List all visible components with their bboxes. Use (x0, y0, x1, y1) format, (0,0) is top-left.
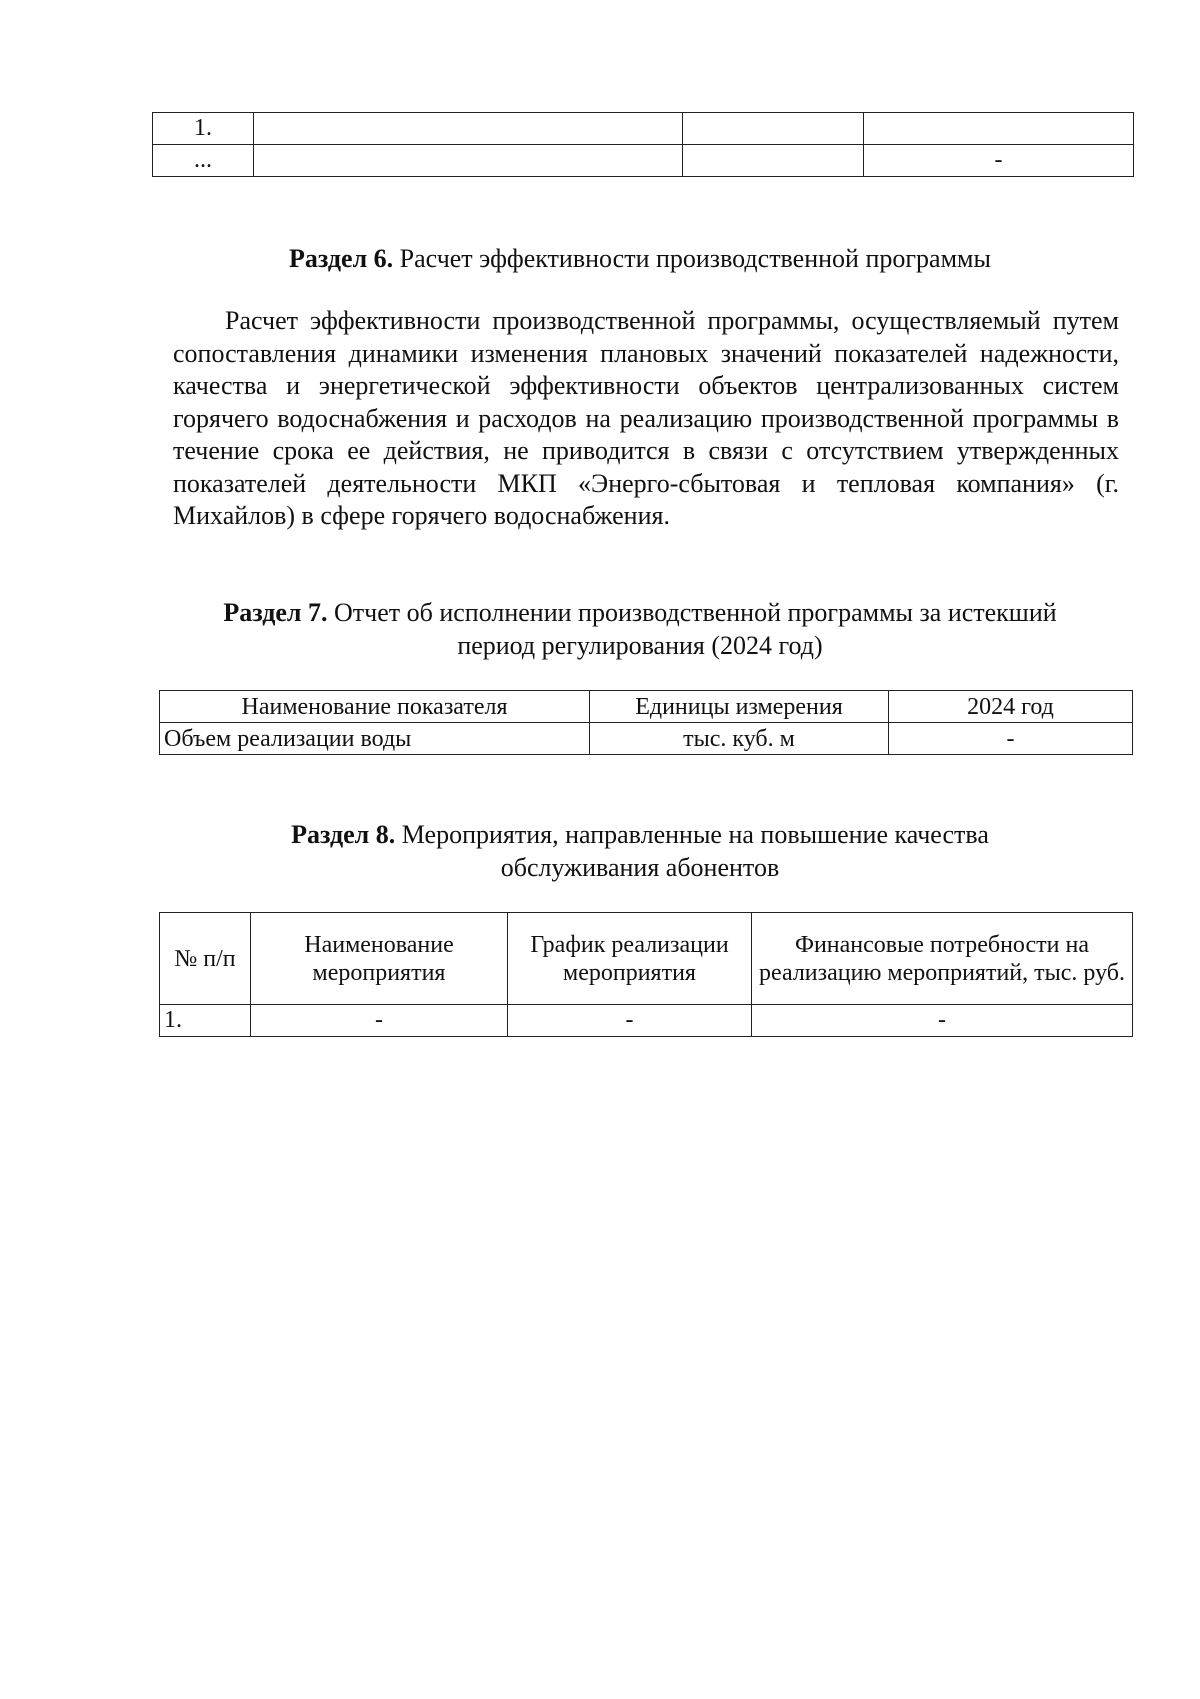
column-header: Наименование показателя (160, 691, 590, 723)
section7-title-line1: Отчет об исполнении производственной программы за истекший (327, 598, 1057, 627)
section6-heading (160, 242, 1120, 275)
section7-heading-line1 (160, 596, 1120, 629)
top-table (152, 112, 1134, 177)
column-header: Финансовые потребности на реализацию мероприятий, тыс. руб. (752, 913, 1133, 1005)
table-row (160, 723, 1133, 755)
column-header: Единицы измерения (590, 691, 889, 723)
table-cell: - (752, 1005, 1133, 1037)
section8-heading (160, 818, 1120, 884)
column-header: Наименование мероприятия (251, 913, 508, 1005)
column-header: № п/п (160, 913, 251, 1005)
table-cell (864, 113, 1134, 145)
section7-label: Раздел 7. (223, 598, 328, 627)
table-row (153, 113, 1134, 145)
column-header: График реализации мероприятия (508, 913, 752, 1005)
section6-title: Расчет эффективности производственной программы (393, 244, 991, 273)
table-row (153, 145, 1134, 177)
table-cell (254, 145, 683, 177)
table-cell: 1. (153, 113, 254, 145)
section8-heading-line1 (160, 818, 1120, 851)
section8-label: Раздел 8. (291, 820, 396, 849)
section8-table (159, 912, 1133, 1037)
table-cell (683, 113, 864, 145)
table-cell: 1. (160, 1005, 251, 1037)
table-cell: - (889, 723, 1133, 755)
table-cell: тыс. куб. м (590, 723, 889, 755)
table-cell: - (251, 1005, 508, 1037)
section8-title-line2: обслуживания абонентов (500, 853, 780, 882)
table-cell (254, 113, 683, 145)
table-cell: - (864, 145, 1134, 177)
table-cell: - (508, 1005, 752, 1037)
table-header-row (160, 691, 1133, 723)
section6-label: Раздел 6. (289, 244, 394, 273)
section7-title-line2: период регулирования (2024 год) (457, 631, 823, 660)
table-cell: Объем реализации воды (160, 723, 590, 755)
section7-heading (160, 596, 1120, 662)
section8-title-line1: Мероприятия, направленные на повышение качества (395, 820, 989, 849)
section7-table (159, 690, 1133, 755)
section6-paragraph: Расчет эффективности производственной программы, осуществляемый путем сопоставления динамики изменения плановых значений показателей надежности, качества и энергетической эффективности объектов централизованных систем горячего водоснабжения и расходов на реализацию производственной программы в течение срока ее действия, не приводится в связи с отсутствием утвержденных показателей деятельности МКП «Энерго-сбытовая и тепловая компания» (г. Михайлов) в сфере горячего водоснабжения. (173, 306, 1119, 530)
table-cell: ... (153, 145, 254, 177)
column-header: 2024 год (889, 691, 1133, 723)
table-cell (683, 145, 864, 177)
table-header-row (160, 913, 1133, 1005)
table-row (160, 1005, 1133, 1037)
